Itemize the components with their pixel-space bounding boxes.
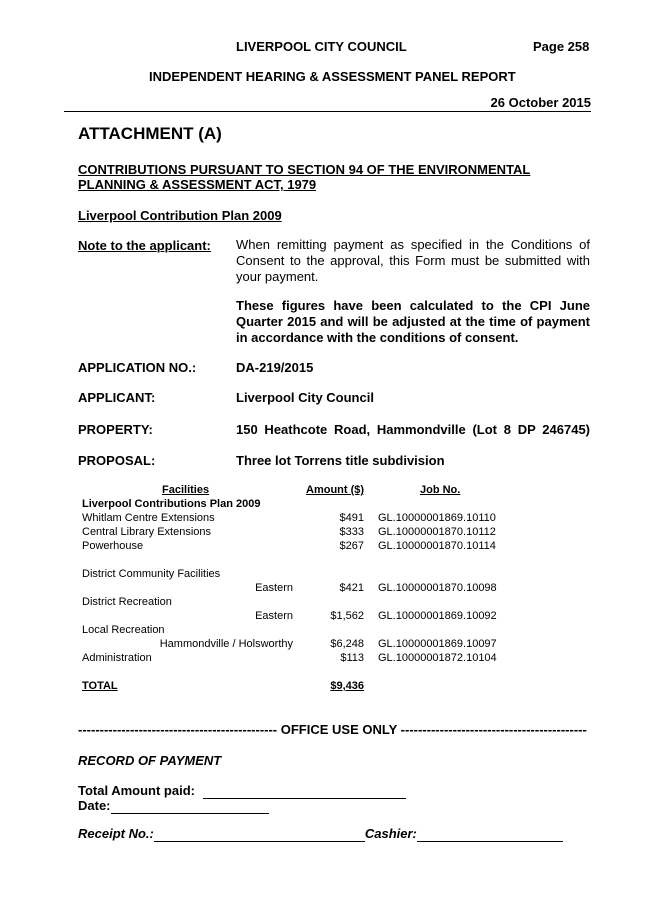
table-row-job: GL.10000001869.10092 — [378, 610, 497, 622]
table-row-amount: $491 — [339, 512, 364, 524]
contributions-title-line2: PLANNING & ASSESSMENT ACT, 1979 — [78, 177, 317, 192]
office-use-divider: ---------------------------------------------- OFFICE USE ONLY ------------------------------------------- — [78, 722, 587, 737]
applicant-value: Liverpool City Council — [236, 390, 374, 405]
report-date: 26 October 2015 — [490, 95, 591, 110]
table-row-amount: $333 — [339, 526, 364, 538]
date-label: Date: — [78, 798, 111, 813]
receipt-field[interactable] — [154, 826, 365, 842]
attachment-title: ATTACHMENT (A) — [78, 124, 222, 143]
table-row-amount: $113 — [340, 652, 364, 664]
receipt-label: Receipt No.: — [78, 826, 154, 841]
table-row-name: Local Recreation — [82, 624, 165, 636]
note-text: When remitting payment as specified in the Conditions of Consent to the approval, this Form must be submitted with your payment. — [236, 237, 590, 284]
total-paid-field[interactable] — [203, 783, 406, 799]
header-facilities: Facilities — [162, 484, 210, 496]
date-row — [78, 798, 269, 814]
total-value: $9,436 — [330, 680, 364, 692]
proposal-label: PROPOSAL: — [78, 453, 156, 468]
table-row-job: GL.10000001870.10112 — [378, 526, 496, 538]
table-row-job: GL.10000001870.10114 — [378, 540, 496, 552]
header-divider — [64, 111, 591, 112]
application-label: APPLICATION NO.: — [78, 360, 197, 375]
council-name: LIVERPOOL CITY COUNCIL — [236, 39, 407, 54]
cpi-note: These figures have been calculated to the CPI June Quarter 2015 and will be adjusted at the time of payment in accordance with the conditions of consent. — [236, 298, 590, 345]
table-row-job: GL.10000001872.10104 — [378, 652, 497, 664]
table-row-job: GL.10000001869.10110 — [378, 512, 496, 524]
plan-title: Liverpool Contribution Plan 2009 — [78, 208, 282, 223]
date-field[interactable] — [111, 798, 269, 814]
table-row-job: GL.10000001870.10098 — [378, 582, 497, 594]
table-row-name: District Community Facilities — [82, 568, 221, 580]
property-value: 150 Heathcote Road, Hammondville (Lot 8 DP 246745) — [236, 422, 590, 437]
table-row-amount: $1,562 — [330, 610, 364, 622]
total-paid-label: Total Amount paid: — [78, 783, 195, 798]
proposal-value: Three lot Torrens title subdivision — [236, 453, 445, 468]
table-row-amount: $421 — [339, 582, 364, 594]
applicant-label: APPLICANT: — [78, 390, 156, 405]
table-row-name: Central Library Extensions — [82, 526, 212, 538]
table-row-name: Administration — [82, 652, 152, 664]
table-row-amount: $6,248 — [330, 638, 364, 650]
total-label: TOTAL — [82, 680, 118, 692]
header-amount: Amount ($) — [306, 484, 365, 496]
table-row-subarea: Eastern — [255, 610, 293, 622]
total-paid-row — [78, 783, 406, 799]
cashier-label: Cashier: — [364, 826, 417, 841]
contributions-title-line1: CONTRIBUTIONS PURSUANT TO SECTION 94 OF THE ENVIRONMENTAL — [78, 162, 531, 177]
record-of-payment-title: RECORD OF PAYMENT — [78, 753, 222, 768]
table-row-job: GL.10000001869.10097 — [378, 638, 497, 650]
cashier-field[interactable] — [417, 826, 563, 842]
note-label: Note to the applicant: — [78, 238, 211, 253]
property-label: PROPERTY: — [78, 422, 153, 437]
table-row-name: Whitlam Centre Extensions — [82, 512, 215, 524]
application-value: DA-219/2015 — [236, 360, 314, 375]
table-row-amount: $267 — [339, 540, 364, 552]
table-row-subarea: Eastern — [255, 582, 293, 594]
receipt-row — [78, 826, 563, 842]
table-row-subarea: Hammondville / Holsworthy — [159, 638, 293, 650]
plan-heading: Liverpool Contributions Plan 2009 — [82, 498, 261, 510]
table-row-name: Powerhouse — [82, 540, 144, 552]
header-job: Job No. — [420, 484, 461, 496]
report-title: INDEPENDENT HEARING & ASSESSMENT PANEL REPORT — [149, 69, 516, 84]
table-row-name: District Recreation — [82, 596, 172, 608]
page-number: Page 258 — [533, 39, 590, 54]
